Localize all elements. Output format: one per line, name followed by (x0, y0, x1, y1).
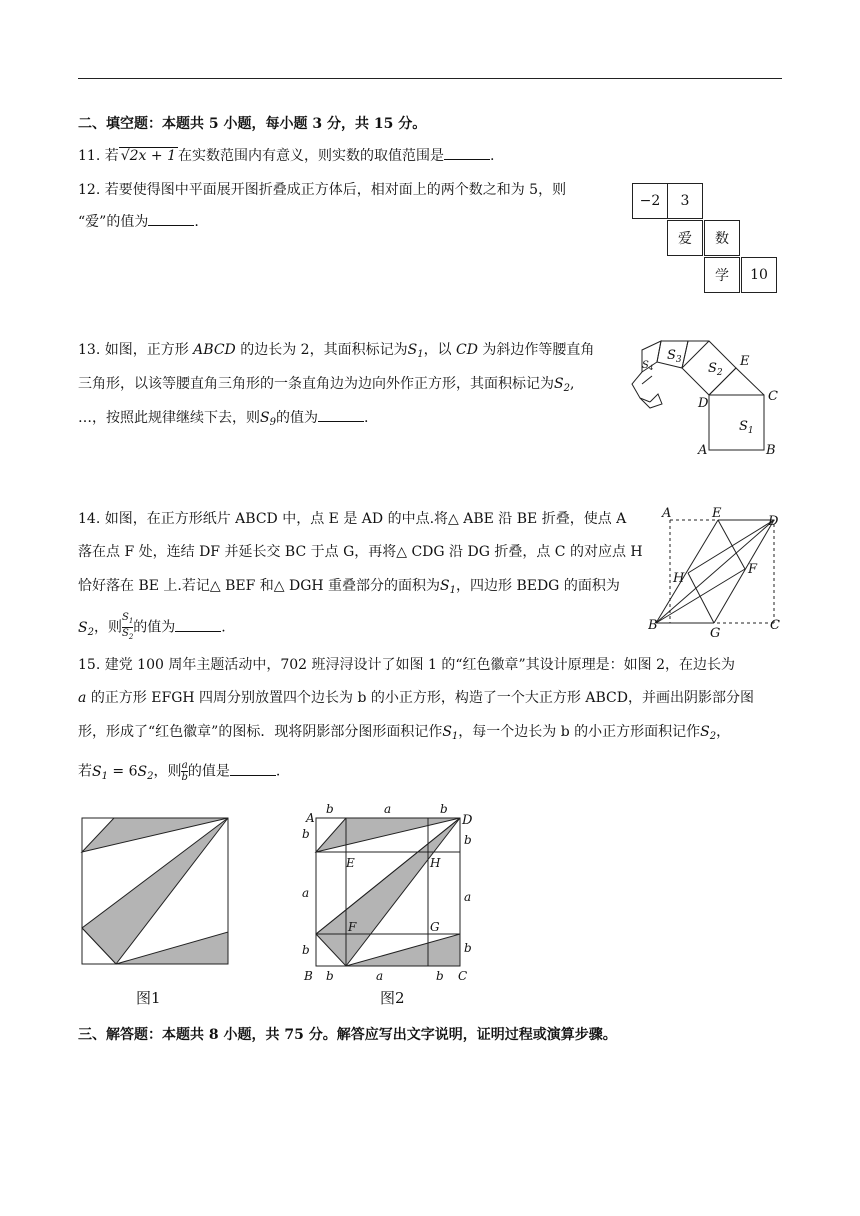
q15-s1: $S_1$ (442, 724, 459, 742)
q14-line3 (78, 576, 620, 601)
q11-end: . (489, 148, 495, 164)
q12-text: “爱”的值为 (78, 214, 149, 230)
dim-b: b (464, 941, 472, 955)
label-b: B (304, 969, 313, 983)
q15-s2: $S_2$ (700, 724, 717, 742)
dim-b: b (436, 969, 444, 983)
dim-b: b (464, 833, 472, 847)
net-cell: 10 (741, 257, 777, 293)
q13-line2: 三角形，以该等腰直角三角形的一条直角边为边向外作正方形，其面积标记为$S_2$, (78, 376, 575, 394)
label-a: A (698, 443, 708, 458)
section-2-title: 二、填空题：本题共 5 小题，每小题 3 分，共 15 分。 (78, 116, 427, 132)
q14-text: ，四边形 BEDG 的面积为 (456, 578, 620, 594)
label-f: F (348, 920, 357, 934)
small-squares-2 (640, 394, 662, 408)
q12-line1: 12. 若要使得图中平面展开图折叠成正方体后，相对面上的两个数之和为 5，则 (78, 182, 567, 198)
label-a: A (306, 811, 315, 825)
dim-b: b (440, 802, 448, 816)
dim-a: a (464, 890, 472, 904)
q15-line4 (78, 760, 280, 787)
q14-text: ，则 (93, 619, 122, 636)
q12-line2 (78, 212, 199, 232)
q13-abcd: ABCD (193, 342, 236, 358)
dim-a: a (384, 802, 392, 816)
dashed-left-bottom (670, 520, 774, 623)
q13-text: 为斜边作等腰直角 (477, 342, 595, 358)
small-squares (632, 372, 650, 402)
q11-suffix: 在实数范围内有意义，则实数的取值范围是 (177, 148, 444, 164)
q15-text: 形，形成了“红色徽章”的图标．现将阴影部分图形面积记作 (78, 724, 443, 740)
q13-text: …，按照此规律继续下去，则 (78, 410, 260, 426)
question-11 (78, 146, 494, 166)
figure-2-caption: 图2 (380, 989, 405, 1007)
figure-1-red-badge (80, 816, 240, 966)
q13-text: 的边长为 2，其面积标记为 (235, 342, 408, 358)
q13-cd: CD (456, 342, 478, 358)
label-b: B (648, 618, 658, 633)
label-g: G (430, 920, 440, 934)
q14-answer-blank[interactable] (175, 619, 221, 632)
q15-s1b: $S_1$ (92, 763, 108, 782)
line-be (656, 520, 718, 623)
q14-s1: $S_1$ (440, 578, 456, 596)
q14-line2: 落在点 F 处，连结 DF 并延长交 BC 于点 G，再将△ CDG 沿 DG 折叠，点 C 的对应点 H (78, 544, 643, 560)
label-e: E (712, 506, 722, 521)
line-dh (688, 520, 774, 573)
label-c: C (770, 618, 780, 633)
dim-b: b (302, 943, 310, 957)
q14-square-fold-diagram (648, 505, 788, 640)
q13-s2: $S_2$ (554, 376, 570, 394)
q14-fraction: $\frac{S_1}{S_2}$ (121, 612, 134, 641)
q14-text: 恰好落在 BE 上.若记△ BEF 和△ DGH 重叠部分的面积为 (78, 578, 441, 594)
q15-end: . (275, 763, 281, 780)
q15-text: ，每一个边长为 b 的小正方形面积记作 (458, 724, 701, 740)
q15-fraction: $\frac{a}{b}$ (181, 760, 188, 783)
q13-text: 13. 如图，正方形 (78, 342, 194, 358)
q12-answer-blank[interactable] (148, 213, 194, 226)
label-h: H (430, 856, 441, 870)
label-c: C (458, 969, 468, 983)
figure-2-construction (298, 800, 483, 986)
q13-s9: $S_9$ (260, 410, 276, 428)
q15-text: 若 (78, 763, 92, 780)
q15-answer-blank[interactable] (230, 763, 276, 776)
q14-text: 的值为 (133, 619, 176, 636)
label-g: G (710, 626, 721, 640)
net-cell: 学 (704, 257, 740, 293)
label-s2: $S_2$ (708, 361, 723, 378)
label-d: D (768, 514, 779, 529)
small-line (642, 376, 652, 384)
q15-eq: = 6 (107, 763, 138, 780)
q11-radicand: 2x + 1 (129, 148, 176, 164)
q12-end: . (194, 214, 199, 230)
header-rule (78, 78, 782, 79)
net-cell: 数 (704, 220, 740, 256)
dim-a: a (376, 969, 384, 983)
dim-b: b (326, 969, 334, 983)
q13-answer-blank[interactable] (318, 409, 364, 422)
q15-line3 (78, 722, 730, 747)
q13-square-spiral-diagram (628, 332, 788, 462)
net-cell: 3 (667, 183, 703, 219)
q14-line1: 14. 如图，在正方形纸片 ABCD 中，点 E 是 AD 的中点.将△ ABE 沿 BE 折叠，使点 A (78, 511, 627, 527)
q13-text: ，以 (423, 342, 457, 358)
q13-text: 的值为 (275, 410, 318, 426)
q13-s1: $S_1$ (407, 342, 424, 360)
label-a: A (662, 506, 672, 521)
q11-sqrt: √2x + 1 (120, 148, 176, 164)
net-cell: −2 (632, 183, 668, 219)
square-s1 (709, 395, 764, 450)
dashed-top-right (670, 520, 774, 623)
figure-1-caption: 图1 (136, 989, 161, 1007)
dim-b: b (326, 802, 334, 816)
label-c: C (768, 389, 778, 404)
q14-s2: $S_2$ (78, 619, 94, 638)
q15-s2b: $S_2$ (137, 763, 154, 782)
section-3-title: 三、解答题：本题共 8 小题，共 75 分。解答应写出文字说明，证明过程或演算步骤。 (78, 1027, 617, 1043)
q15-text: ，则 (153, 763, 182, 780)
line-dg (714, 520, 774, 623)
q11-answer-blank[interactable] (444, 147, 490, 160)
q15-line1: 15. 建党 100 周年主题活动中，702 班浔浔设计了如图 1 的“红色徽章”其设计原理是：如图 2，在边长为 (78, 657, 735, 673)
label-e: E (740, 354, 750, 369)
q13-end: . (363, 410, 369, 426)
label-h: H (673, 571, 685, 586)
q15-text: ， (716, 724, 731, 740)
net-cell: 爱 (667, 220, 703, 256)
label-b: B (766, 443, 776, 458)
q15-text: 的值是 (187, 763, 230, 780)
line-ef (718, 520, 745, 569)
q15-line2 (78, 688, 754, 708)
q14-line4 (78, 612, 226, 643)
q13-line1 (78, 340, 594, 365)
label-s4: $S_4$ (642, 360, 654, 372)
dim-a: a (302, 886, 310, 900)
q15-text: 的正方形 EFGH 四周分别放置四个边长为 b 的小正方形，构造了一个大正方形 ABCD，并画出阴影部分图 (90, 690, 754, 706)
q15-var-a: a (78, 690, 87, 706)
label-e: E (346, 856, 355, 870)
q11-prefix: 11. 若 (78, 148, 119, 164)
q13-line3 (78, 408, 368, 433)
q13-text: 三角形，以该等腰直角三角形的一条直角边为边向外作正方形，其面积标记为 (78, 376, 554, 392)
label-d: D (462, 813, 473, 828)
label-s1: $S_1$ (739, 419, 754, 436)
line-hg (688, 573, 714, 623)
label-d: D (698, 396, 709, 411)
dim-b: b (302, 827, 310, 841)
label-f: F (748, 562, 758, 577)
q14-end: . (221, 619, 226, 636)
label-s3: $S_3$ (667, 348, 682, 365)
